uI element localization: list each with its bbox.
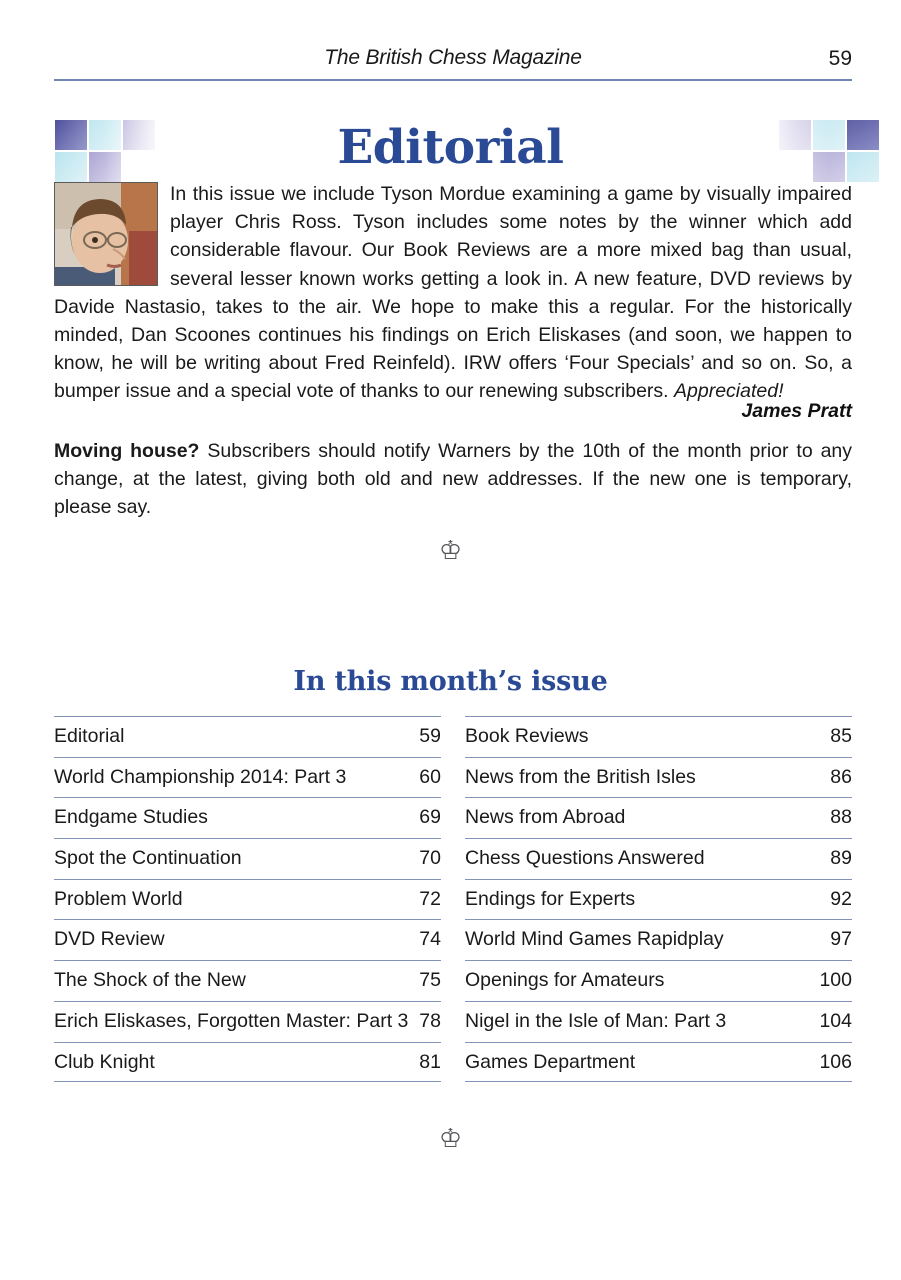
toc-row[interactable] — [465, 797, 852, 838]
page-header — [54, 46, 852, 76]
toc-entry-title: Problem World — [54, 887, 183, 910]
toc-row[interactable] — [54, 960, 441, 1001]
toc-entry-title: Chess Questions Answered — [465, 847, 705, 870]
editorial-signature: James Pratt — [741, 400, 852, 422]
toc-row[interactable] — [465, 879, 852, 920]
table-of-contents — [54, 716, 852, 1082]
toc-row[interactable] — [465, 1042, 852, 1083]
toc-entry-title: Games Department — [465, 1050, 636, 1073]
toc-entry-page: 86 — [830, 765, 852, 788]
toc-entry-page: 104 — [819, 1009, 852, 1032]
toc-entry-page: 89 — [830, 847, 852, 870]
toc-column-right — [465, 716, 852, 1082]
toc-row[interactable] — [465, 757, 852, 798]
toc-column-left — [54, 716, 441, 1082]
toc-entry-page: 92 — [830, 887, 852, 910]
toc-entry-title: Book Reviews — [465, 725, 589, 747]
toc-entry-page: 85 — [830, 725, 852, 747]
toc-entry-title: Openings for Amateurs — [465, 969, 665, 992]
moving-house-body: Subscribers should notify Warners by the 10th of the month prior to any change, at the latest, giving both old and new addresses. If the new one is temporary, please say. — [54, 440, 853, 519]
toc-entry-title: Editorial — [54, 725, 125, 747]
toc-entry-page: 75 — [419, 969, 441, 992]
toc-entry-title: Endgame Studies — [54, 806, 208, 829]
magazine-title: The British Chess Magazine — [324, 46, 582, 69]
toc-row[interactable] — [54, 1042, 441, 1083]
toc-entry-title: DVD Review — [54, 928, 165, 951]
toc-entry-title: World Championship 2014: Part 3 — [54, 765, 347, 788]
toc-row[interactable] — [465, 716, 852, 757]
toc-row[interactable] — [54, 838, 441, 879]
toc-row[interactable] — [54, 1001, 441, 1042]
toc-entry-page: 72 — [419, 887, 441, 910]
toc-entry-page: 74 — [419, 928, 441, 951]
toc-row[interactable] — [465, 919, 852, 960]
toc-entry-page: 70 — [419, 847, 441, 870]
toc-row[interactable] — [54, 919, 441, 960]
toc-row[interactable] — [465, 960, 852, 1001]
editorial-paragraph — [54, 180, 852, 406]
toc-row[interactable] — [54, 797, 441, 838]
toc-entry-page: 81 — [419, 1050, 441, 1073]
toc-row[interactable] — [465, 838, 852, 879]
toc-entry-title: Spot the Continuation — [54, 847, 242, 870]
toc-entry-title: News from the British Isles — [465, 765, 696, 788]
toc-entry-title: World Mind Games Rapidplay — [465, 928, 724, 951]
chess-king-ornament-bottom-icon: ♔ — [438, 1124, 463, 1154]
editorial-text: In this issue we include Tyson Mordue examining a game by visually impaired player Chris Ross. Tyson includes some notes by the winner which add considerable flavour. Our Book Reviews are a more mixed bag than usual, several lesser known works getting a look in. A new feature, DVD reviews by Davide Nastasio, takes to the air. We hope to make this a regular. For the historically minded, Dan Scoones continues his findings on Erich Eliskases (and soon, we happen to know, he will be writing about Fred Reinfeld). IRW offers ‘Four Specials’ and so on. So, a bumper issue and a special vote of thanks to our renewing subscribers. Appreciated! — [54, 183, 852, 403]
photo-wrap-spacer — [54, 180, 170, 292]
moving-house-lead: Moving house? — [54, 440, 200, 462]
toc-entry-page: 88 — [830, 806, 852, 829]
toc-entry-title: The Shock of the New — [54, 969, 246, 992]
toc-row[interactable] — [465, 1001, 852, 1042]
toc-entry-page: 78 — [419, 1009, 441, 1032]
toc-entry-title: Erich Eliskases, Forgotten Master: Part 3 — [54, 1009, 409, 1032]
toc-row[interactable] — [54, 879, 441, 920]
toc-entry-title: Endings for Experts — [465, 887, 636, 910]
toc-entry-title: News from Abroad — [465, 806, 626, 829]
toc-row[interactable] — [54, 716, 441, 757]
toc-entry-page: 59 — [419, 725, 441, 747]
toc-entry-page: 100 — [819, 969, 852, 992]
toc-entry-title: Nigel in the Isle of Man: Part 3 — [465, 1009, 727, 1032]
contents-heading: In this month’s issue — [293, 666, 608, 697]
toc-entry-title: Club Knight — [54, 1050, 155, 1073]
header-rule — [54, 79, 852, 81]
header-page-number: 59 — [828, 47, 852, 70]
toc-entry-page: 69 — [419, 806, 441, 829]
toc-entry-page: 60 — [419, 765, 441, 788]
toc-entry-page: 97 — [830, 928, 852, 951]
toc-entry-page: 106 — [819, 1050, 852, 1073]
toc-row[interactable] — [54, 757, 441, 798]
chess-king-ornament-top-icon: ♔ — [438, 536, 463, 566]
moving-house-notice — [54, 437, 852, 522]
page-title: Editorial — [337, 120, 564, 175]
